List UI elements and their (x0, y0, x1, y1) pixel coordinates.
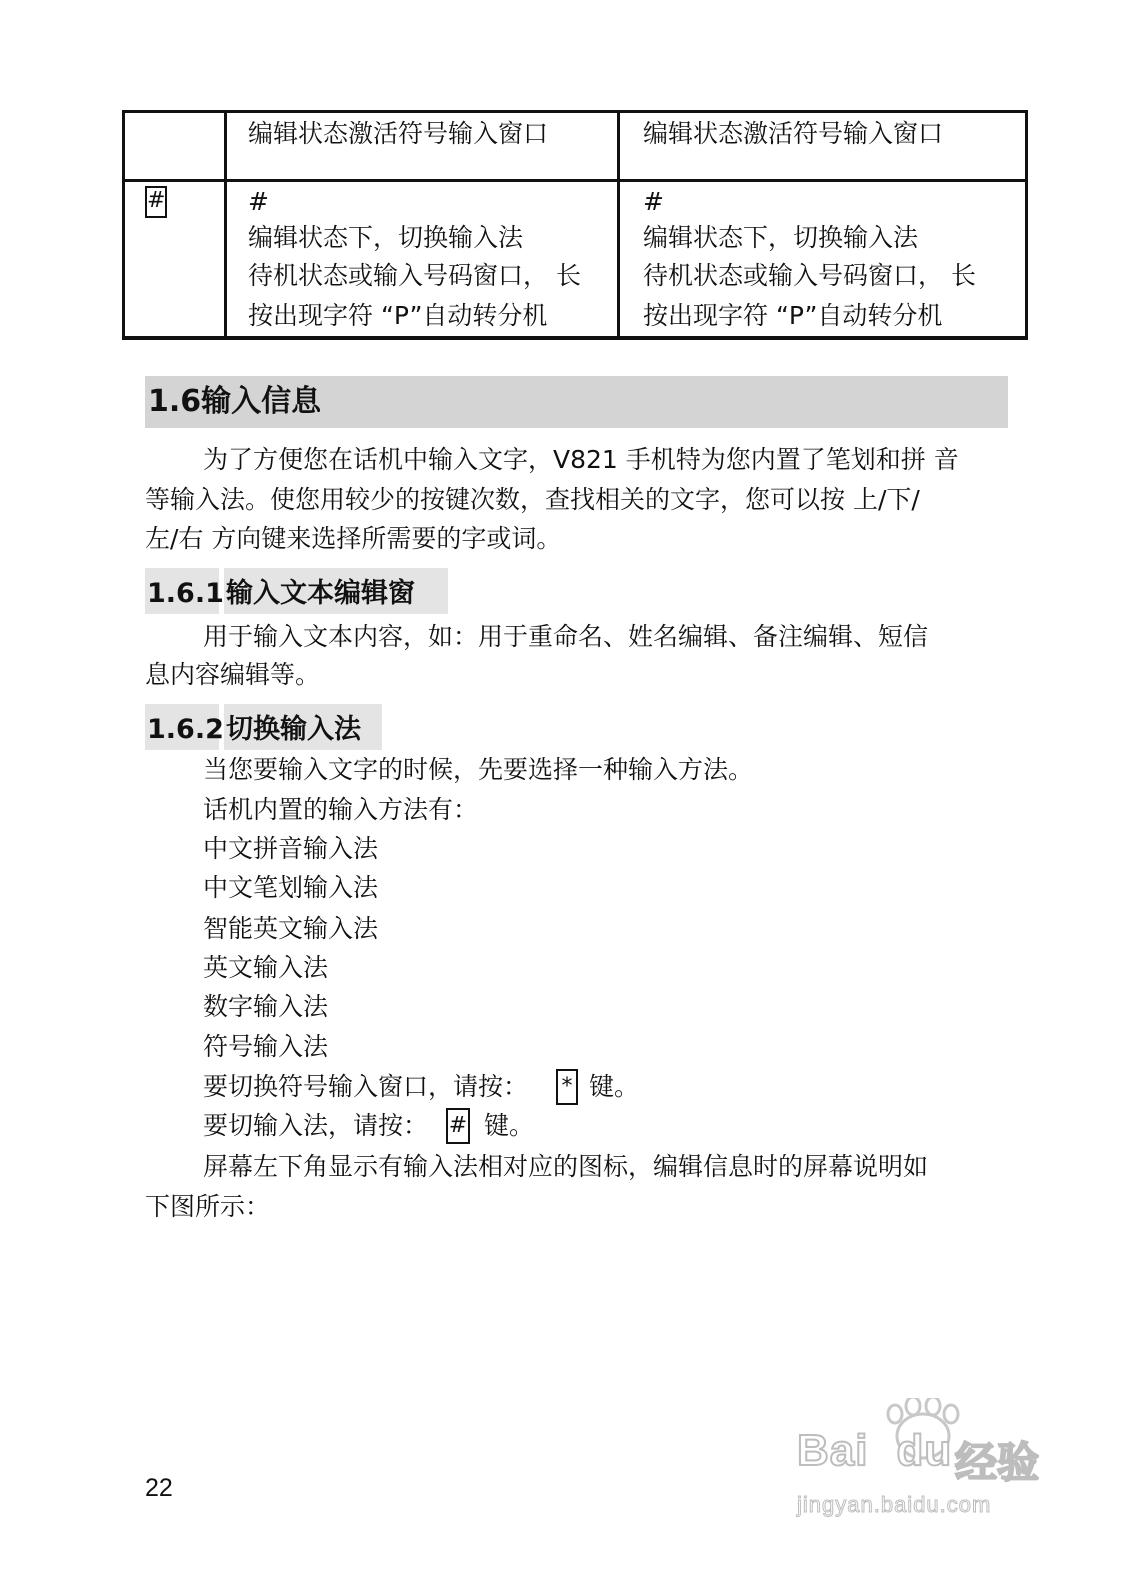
symbol-window-instruction: 要切换符号输入窗口，请按： (203, 1072, 529, 1101)
method-english: 英文输入法 (203, 953, 329, 982)
method-pinyin: 中文拼音输入法 (203, 834, 379, 863)
sub1-body-line-2: 息内容编辑等。 (145, 660, 321, 689)
closing-line-1: 屏幕左下角显示有输入法相对应的图标，编辑信息时的屏幕说明如 (203, 1152, 929, 1181)
page-number: 22 (145, 1474, 173, 1502)
table-top-border (122, 110, 1028, 113)
key-function-table (122, 110, 1028, 340)
row1-col2: 编辑状态激活符号输入窗口 (248, 119, 549, 148)
watermark-brand: Bai du (797, 1426, 953, 1475)
row2-col2-line4: 按出现字符 “P”自动转分机 (248, 301, 548, 330)
method-stroke: 中文笔划输入法 (203, 873, 379, 902)
sub2-line-2: 话机内置的输入方法有： (203, 795, 479, 824)
symbol-window-instruction-end: 键。 (589, 1072, 640, 1101)
row2-col2-line2: 编辑状态下，切换输入法 (248, 223, 524, 252)
table-bottom-border (122, 336, 1028, 340)
row2-col3-line2: 编辑状态下，切换输入法 (643, 223, 919, 252)
method-smart-english: 智能英文输入法 (203, 914, 379, 943)
row2-col3-line4: 按出现字符 “P”自动转分机 (643, 301, 943, 330)
sub1-number: 1.6.1 (147, 578, 224, 609)
table-col-divider-2 (617, 110, 620, 340)
switch-method-instruction-end: 键。 (484, 1111, 535, 1140)
star-key-box: * (556, 1069, 578, 1105)
method-symbol: 符号输入法 (203, 1032, 329, 1061)
section-heading: 1.6输入信息 (148, 384, 322, 419)
hash-key-box: # (145, 186, 167, 218)
sub2-line-1: 当您要输入文字的时候，先要选择一种输入方法。 (203, 755, 754, 784)
watermark-url: jingyan.baidu.com (797, 1492, 992, 1517)
intro-line-3: 左/右 方向键来选择所需要的字或词。 (145, 524, 562, 553)
method-numeric: 数字输入法 (203, 992, 329, 1021)
table-right-border (1025, 110, 1028, 340)
row2-col3-line3: 待机状态或输入号码窗口， 长 (643, 261, 976, 290)
sub2-title: 切换输入法 (226, 714, 361, 745)
sub1-title: 输入文本编辑窗 (226, 578, 415, 609)
hash-key-box-inline: # (446, 1108, 470, 1144)
closing-line-2: 下图所示： (145, 1192, 271, 1221)
sub2-number: 1.6.2 (147, 714, 224, 745)
switch-method-instruction: 要切输入法，请按： (203, 1111, 429, 1140)
row1-col3: 编辑状态激活符号输入窗口 (643, 119, 944, 148)
sub1-body-line-1: 用于输入文本内容，如：用于重命名、姓名编辑、备注编辑、短信 (203, 622, 929, 651)
watermark-cn: 经验 (955, 1438, 1040, 1487)
table-col-divider-1 (224, 110, 227, 340)
row2-col2-line1: # (248, 187, 269, 216)
table-left-border (122, 110, 125, 340)
intro-line-1: 为了方便您在话机中输入文字，V821 手机特为您内置了笔划和拼 音 (203, 445, 959, 474)
row2-col3-line1: # (643, 187, 664, 216)
intro-line-2: 等输入法。使您用较少的按键次数，查找相关的文字，您可以按 上/下/ (145, 485, 920, 514)
baidu-watermark (795, 1398, 1055, 1528)
row2-col2-line3: 待机状态或输入号码窗口， 长 (248, 261, 581, 290)
